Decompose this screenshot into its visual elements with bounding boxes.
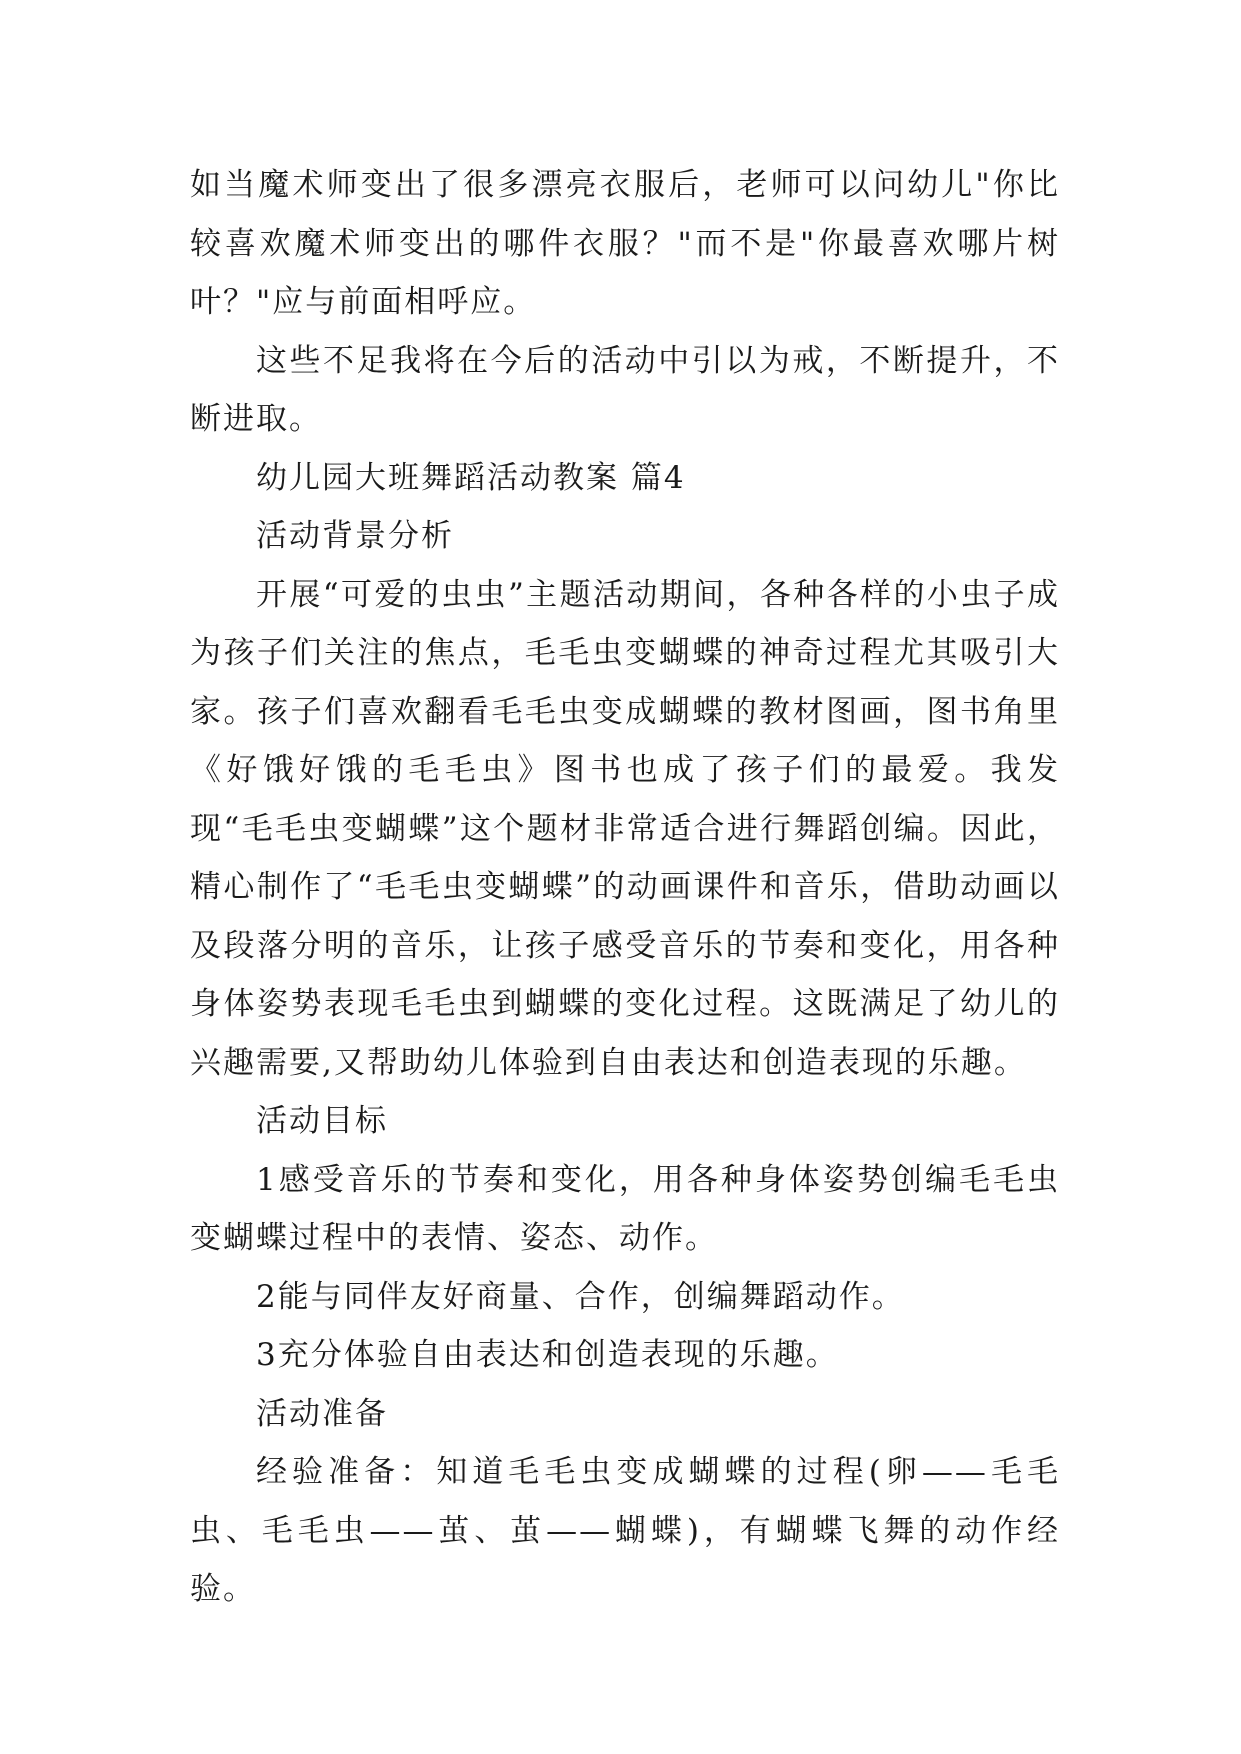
document-body [190,156,1060,1619]
goal-item-2: 2能与同伴友好商量、合作，创编舞蹈动作。 [256,1278,905,1315]
paragraph-background: 开展“可爱的虫虫”主题活动期间，各种各样的小虫子成为孩子们关注的焦点，毛毛虫变蝴蝶的神奇过程尤其吸引大家。孩子们喜欢翻看毛毛虫变成蝴蝶的教材图画，图书角里《好饿好饿的毛毛虫》图书也成了孩子们的最爱。我发现“毛毛虫变蝴蝶”这个题材非常适合进行舞蹈创编。因此，精心制作了“毛毛虫变蝴蝶”的动画课件和音乐，借助动画以及段落分明的音乐，让孩子感受音乐的节奏和变化，用各种身体姿势表现毛毛虫到蝴蝶的变化过程。这既满足了幼儿的兴趣需要,又帮助幼儿体验到自由表达和创造表现的乐趣。 [190,576,1060,1081]
paragraph-experience-preparation: 经验准备：知道毛毛虫变成蝴蝶的过程(卵——毛毛虫、毛毛虫——茧、茧——蝴蝶)，有蝴蝶飞舞的动作经验。 [190,1454,1060,1607]
heading-background-analysis: 活动背景分析 [256,518,454,554]
paragraph-reflection: 这些不足我将在今后的活动中引以为戒，不断提升，不断进取。 [190,342,1060,437]
heading-activity-goals: 活动目标 [256,1103,388,1139]
section-title-lesson-4: 幼儿园大班舞蹈活动教案 篇4 [256,459,686,496]
heading-activity-preparation: 活动准备 [256,1395,388,1432]
goal-item-1: 1感受音乐的节奏和变化，用各种身体姿势创编毛毛虫变蝴蝶过程中的表情、姿态、动作。 [190,1161,1060,1256]
goal-item-3: 3充分体验自由表达和创造表现的乐趣。 [256,1337,839,1373]
paragraph-magician-example: 如当魔术师变出了很多漂亮衣服后，老师可以问幼儿"你比较喜欢魔术师变出的哪件衣服？"而不是"你最喜欢哪片树叶？"应与前面相呼应。 [190,167,1060,320]
